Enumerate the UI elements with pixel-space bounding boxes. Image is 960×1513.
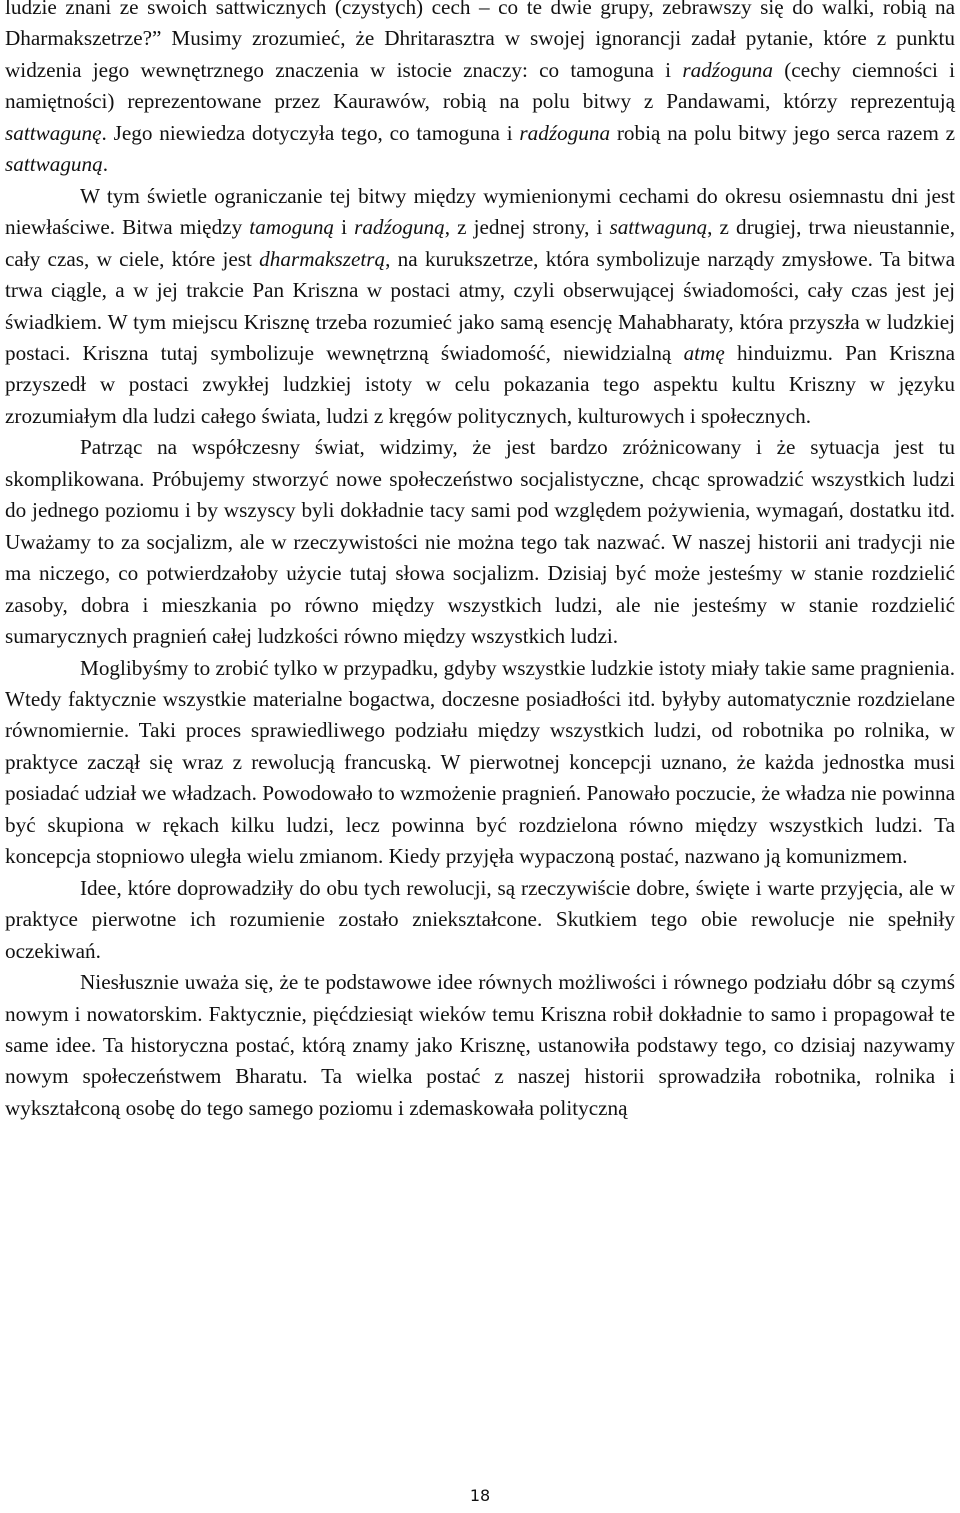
- text-segment: , z drugiej, trwa nieustannie, cały czas, w ciele, które jest: [5, 215, 955, 271]
- text-segment: . Jego niewiedza dotyczyła tego, co tamoguna i: [101, 120, 520, 145]
- paragraph: [5, 432, 955, 652]
- paragraph: [5, 181, 955, 433]
- text-segment: Moglibyśmy to zrobić tylko w przypadku, gdyby wszystkie ludzkie istoty miały takie same pragnienia. Wtedy faktycznie wszystkie materialne bogactwa, doczesne posiadłości itd. byłyby automatycznie rozdzielane równomiernie. Taki proces sprawiedliwego podziału między wszystkich ludzi, od robotnika po rolnika, w praktyce zaczął się wraz z rewolucją francuską. W pierwotnej koncepcji uznano, że każda jednostka musi posiadać udział we władzach. Powodowało to wzmożenie pragnień. Panowało poczucie, że władza nie powinna być skupiona w rękach kilku ludzi, lecz powinna być rozdzielona równo między wszystkich ludzi. Ta koncepcja stopniowo uległa wielu zmianom. Kiedy przyjęła wypaczoną postać, nazwano ją komunizmem.: [5, 655, 955, 869]
- document-body: [5, 0, 955, 1124]
- text-segment: hinduizmu. Pan Kriszna przyszedł w postaci zwykłej ludzkiej istoty w celu pokazania tego aspektu kultu Kriszny w języku zrozumiałym dla ludzi całego świata, ludzi z kręgów politycznych, kulturowych i społecznych.: [5, 340, 955, 428]
- italic-term: sattwaguną: [609, 215, 708, 240]
- document-page: [5, 0, 955, 1513]
- italic-term: radźoguną: [354, 215, 445, 240]
- italic-term: atmę: [683, 340, 725, 365]
- text-segment: Patrząc na współczesny świat, widzimy, że jest bardzo zróżnicowany i że sytuacja jest tu skomplikowana. Próbujemy stworzyć nowe społeczeństwo socjalistyczne, chcąc sprowadzić wszystkich ludzi do jednego poziomu i by wszyscy byli dokładnie tacy sami pod względem pożywienia, wymagań, dostatku itd. Uważamy to za socjalizm, ale w rzeczywistości nie można tego tak nazwać. W naszej historii ani tradycji nie ma niczego, co potwierdzałoby użycie tutaj słowa socjalizm. Dzisiaj być może jesteśmy w stanie rozdzielić zasoby, dobra i mieszkania po równo między wszystkich ludzi, ale nie jesteśmy w stanie rozdzielić sumarycznych pragnień całej ludzkości równo między wszystkich ludzi.: [5, 435, 955, 649]
- text-segment: robią na polu bitwy jego serca razem z: [610, 120, 955, 145]
- text-segment: .: [102, 152, 109, 177]
- text-segment: W tym świetle ograniczanie tej bitwy między wymienionymi cechami do okresu osiemnastu dni jest niewłaściwe. Bitwa między: [5, 183, 955, 240]
- text-segment: ludzie znani ze swoich sattwicznych (czystych) cech – co te dwie grupy, zebrawszy się do walki, robią na Dharmakszetrze?” Musimy zrozumieć, że Dhritarasztra w swojej ignorancji zadał pytanie, które z punktu widzenia jego wewnętrznego znaczenia w istocie znaczy: co tamoguna i: [5, 0, 955, 82]
- text-segment: (cechy ciemności i namiętności) reprezentowane przez Kaurawów, robią na polu bitwy z Pandawami, którzy reprezentują: [5, 57, 956, 114]
- text-segment: Niesłusznie uważa się, że te podstawowe idee równych możliwości i równego podziału dóbr są czymś nowym i nowatorskim. Faktycznie, pięćdziesiąt wieków temu Kriszna robił dokładnie to samo i propagował te same idee. Ta historyczna postać, którą znamy jako Krisznę, ustanowiła podstawy tego, co dzisiaj nazywamy nowym społeczeństwem Bharatu. Ta wielka postać z naszej historii sprowadziła robotnika, rolnika i wykształconą osobę do tego samego poziomu i zdemaskowała polityczną: [5, 970, 955, 1120]
- text-segment: Idee, które doprowadziły do obu tych rewolucji, są rzeczywiście dobre, święte i warte przyjęcia, ale w praktyce pierwotne ich rozumienie zostało zniekształcone. Skutkiem tego obie rewolucje nie spełniły oczekiwań.: [5, 875, 955, 963]
- italic-term: sattwaguną: [5, 152, 103, 177]
- italic-term: sattwagunę: [5, 120, 102, 145]
- paragraph: [5, 967, 955, 1124]
- paragraph: [5, 653, 955, 873]
- italic-term: tamoguną: [249, 215, 335, 240]
- italic-term: dharmakszetrą: [259, 246, 386, 271]
- page-number: 18: [469, 1486, 491, 1505]
- text-segment: , z jednej strony, i: [444, 215, 610, 240]
- text-segment: i: [334, 215, 355, 240]
- paragraph: [5, 0, 955, 181]
- text-segment: , na kurukszetrze, która symbolizuje narządy zmysłowe. Ta bitwa trwa ciągle, a w jej trakcie Pan Kriszna w postaci atmy, czyli obserwującej świadomości, cały czas jest jej świadkiem. W tym miejscu Krisznę trzeba rozumieć jako samą esencję Mahabharaty, która przyszła w ludzkiej postaci. Kriszna tutaj symbolizuje wewnętrzną świadomość, niewidzialną: [5, 246, 955, 365]
- italic-term: radźoguna: [682, 57, 773, 82]
- italic-term: radźoguna: [519, 120, 611, 145]
- paragraph: [5, 873, 955, 967]
